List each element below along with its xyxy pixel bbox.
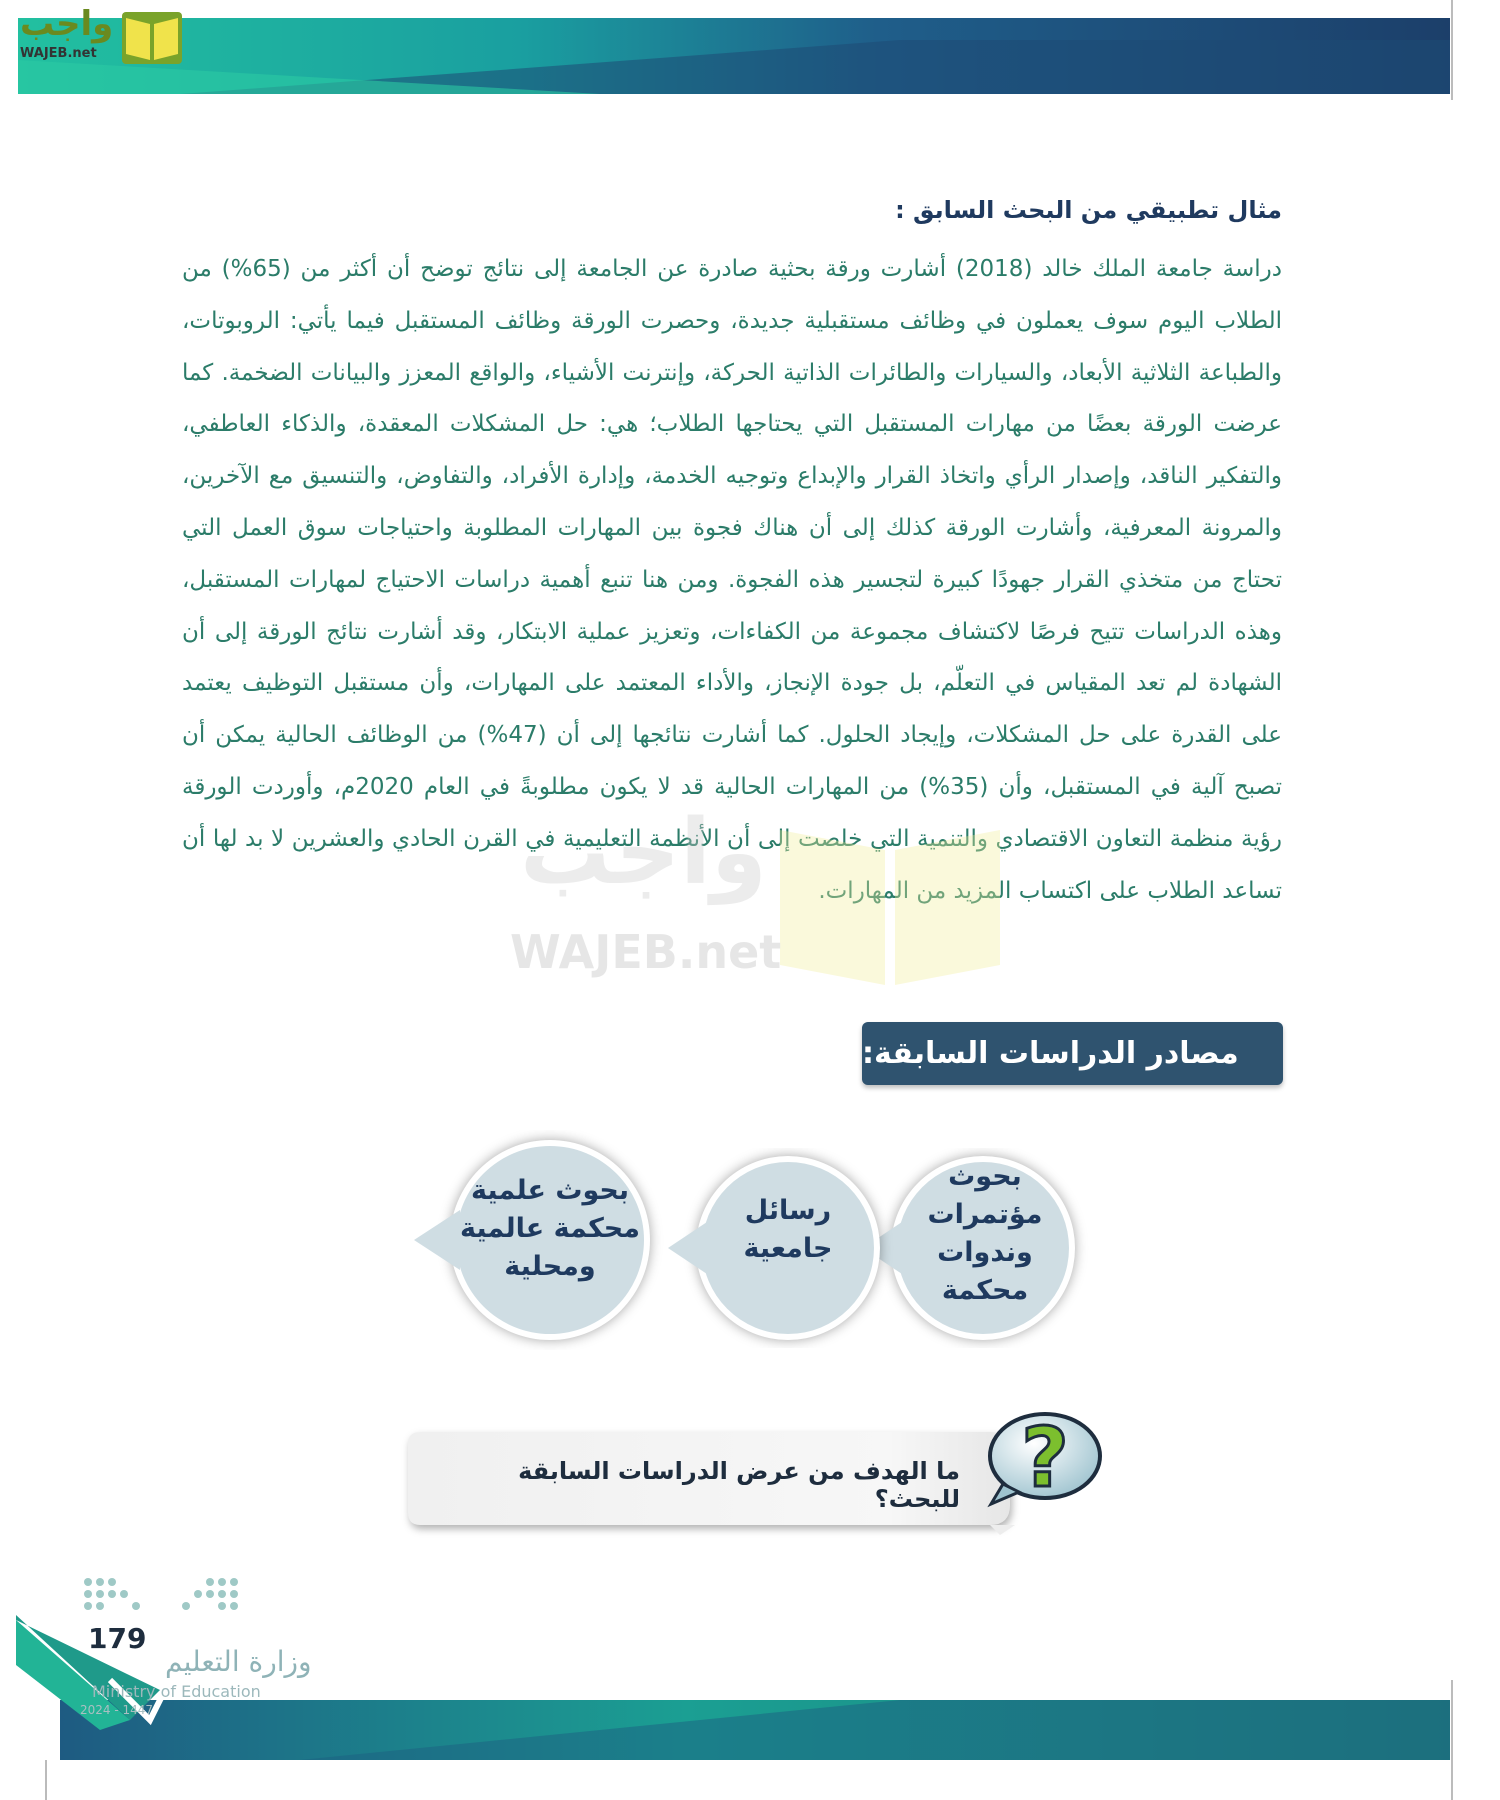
bubble-2-line-2: جامعية: [743, 1233, 833, 1264]
bubble-3-line-2: محكمة عالمية: [460, 1213, 640, 1244]
logo-latin: WAJEB.net: [20, 46, 97, 61]
watermark-latin: WAJEB.net: [510, 925, 782, 979]
corner-mark: [42, 1760, 52, 1800]
bubble-scientific-research: [450, 1172, 650, 1286]
bubble-2-line-1: رسائل: [744, 1195, 832, 1226]
question-mark-icon: [985, 1408, 1110, 1508]
watermark-book-icon: [770, 810, 1010, 990]
page-number: 179: [88, 1622, 147, 1655]
example-title: مثال تطبيقي من البحث السابق :: [895, 196, 1282, 224]
bubble-university-theses: [698, 1192, 878, 1268]
question-text: ما الهدف من عرض الدراسات السابقة للبحث؟: [518, 1457, 960, 1513]
ministry-name-english: Ministry of Education: [92, 1682, 261, 1701]
bubble-3-line-3: ومحلية: [504, 1251, 596, 1282]
top-banner: [0, 0, 1500, 100]
bubble-research-conferences: [895, 1158, 1075, 1310]
ministry-name-arabic: وزارة التعليم: [165, 1645, 312, 1678]
wajeb-watermark: [500, 800, 1020, 990]
bubble-1-line-3: وندوات: [937, 1237, 1033, 1268]
sources-header: [862, 1022, 1283, 1085]
watermark-arabic: واجب: [520, 800, 767, 905]
sources-header-label: مصادر الدراسات السابقة:: [862, 1036, 1239, 1071]
year-text: 2024 - 1447: [80, 1703, 154, 1717]
logo-arabic: واجب: [20, 4, 114, 44]
wajeb-logo: [10, 4, 190, 68]
bubble-1-line-1: بحوث: [948, 1161, 1022, 1192]
bubble-3-line-1: بحوث علمية: [470, 1175, 630, 1206]
bubble-1-line-2: مؤتمرات: [927, 1199, 1043, 1230]
example-paragraph: دراسة جامعة الملك خالد (2018) أشارت ورقة بحثية صادرة عن الجامعة إلى نتائج توضح أن أكثر من (65%) من الطلاب اليوم سوف يعملون في وظائف مستقبلية جديدة، وحصرت الورقة وظائف المستقبل فيما يأتي: الروبوتات، والطباعة الثلاثية الأبعاد، والسيارات والطائرات الذاتية الحركة، وإنترنت الأشياء، والواقع المعزز والبيانات الضخمة. كما عرضت الورقة بعضًا من مهارات المستقبل التي يحتاجها الطلاب؛ هي: حل المشكلات المعقدة، والذكاء العاطفي، والتفكير الناقد، وإصدار الرأي واتخاذ القرار والإبداع وتوجيه الخدمة، وإدارة الأفراد، والتفاوض، والتنسيق مع الآخرين، والمرونة المعرفية، وأشارت الورقة كذلك إلى أن هناك فجوة بين المهارات المطلوبة واحتياجات سوق العمل التي تحتاج من متخذي القرار جهودًا كبيرة لتجسير هذه الفجوة. ومن هنا تنبع أهمية دراسات الاحتياج لمهارات المستقبل، وهذه الدراسات تتيح فرصًا لاكتشاف مجموعة من الكفاءات، وتعزيز عملية الابتكار، وقد أشارت نتائج الورقة إلى أن الشهادة لم تعد المقياس في التعلّم، بل جودة الإنجاز، والأداء المعتمد على المهارات، وأن مستقبل التوظيف يعتمد على القدرة على حل المشكلات، وإيجاد الحلول. كما أشارت نتائجها إلى أن (47%) من الوظائف الحالية يمكن أن تصبح آلية في المستقبل، وأن (35%) من المهارات الحالية قد لا يكون مطلوبةً في العام 2020م، وأوردت الورقة رؤية منظمة التعاون الاقتصادي والتنمية التي خلصت إلى أن الأنظمة التعليمية في القرن الحادي والعشرين لا بد لها أن تساعد الطلاب على اكتساب المزيد من المهارات.: [182, 256, 1283, 904]
svg-text:?: ?: [1021, 1411, 1069, 1506]
bubble-1-line-4: محكمة: [941, 1275, 1029, 1306]
